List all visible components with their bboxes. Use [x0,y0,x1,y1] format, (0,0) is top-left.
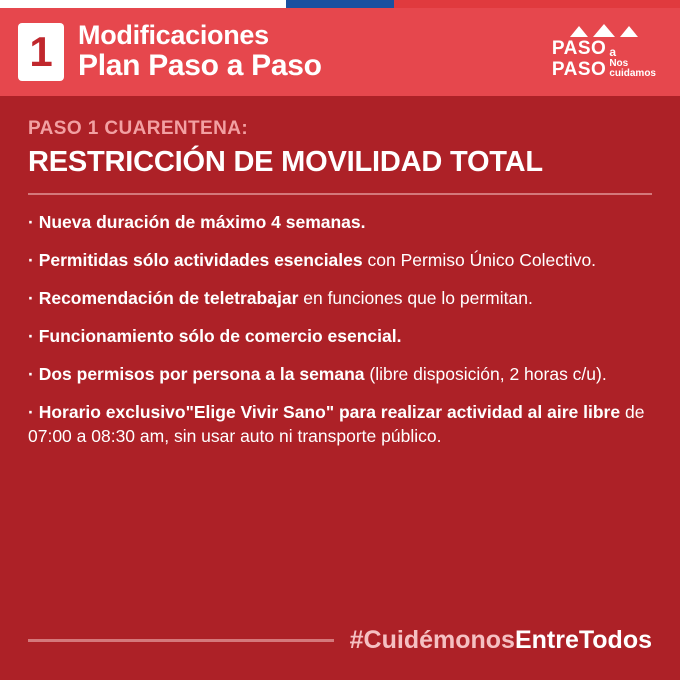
bullet-marker: · [28,326,34,347]
logo-word-1-suffix: a [609,45,616,60]
list-item [28,249,652,272]
logo-tagline-line1: Nos [609,57,629,69]
list-item-normal-text: con Permiso Único Colectivo. [362,250,597,271]
bullet-marker: · [28,212,34,232]
header-titles [78,22,322,81]
section-kicker: PASO 1 CUARENTENA: [28,118,249,139]
list-item [28,325,652,348]
top-color-bar [0,0,680,8]
list-item [28,401,652,447]
list-item-bold-text: Dos permisos por persona a la semana [38,364,365,385]
logo-text [552,40,656,80]
section-headline: RESTRICCIÓN DE MOVILIDAD TOTAL [28,146,543,178]
list-item [28,211,652,234]
list-item [28,287,652,310]
logo-word-2: PASO [551,59,607,81]
logo-word-1: PASO [551,38,607,60]
hashtag-prefix: #Cuidémonos [349,625,515,654]
campaign-hashtag [350,626,652,655]
top-bar-red-segment [394,0,680,8]
chevron-up-icon [570,26,588,37]
bullet-marker: · [28,364,34,385]
chevron-up-icon [593,24,615,37]
bullet-marker: · [28,288,34,309]
header-title-line1: Modificaciones [78,20,269,51]
list-item-bold-text: Recomendación de teletrabajar [38,288,299,309]
footer [0,608,680,680]
footer-divider [28,639,334,642]
header-title-line2: Plan Paso a Paso [78,48,322,82]
step-number-badge: 1 [18,23,64,81]
top-bar-white-segment [0,0,286,8]
list-item-normal-text: (libre disposición, 2 horas c/u). [364,364,607,385]
list-item-normal-text: de 07:00 a 08:30 am, sin usar auto ni transporte público. [28,402,645,446]
bullet-list [28,211,652,448]
hashtag-highlight: EntreTodos [514,625,652,654]
paso-a-paso-logo [552,24,664,80]
list-item-bold-text: Funcionamiento sólo de comercio esencial. [38,326,402,347]
bullet-marker: · [28,250,34,271]
logo-tagline-line2: cuidamos [609,68,656,80]
list-item-normal-text: en funciones que lo permitan. [298,288,533,309]
divider [28,193,652,195]
list-item-bold-text: Horario exclusivo"Elige Vivir Sano" para realizar actividad al aire libre [38,402,621,423]
bullet-marker: · [28,402,34,423]
list-item-bold-text: Nueva duración de máximo 4 semanas. [38,212,366,232]
logo-row-1 [552,40,656,59]
chevron-up-icon [620,26,638,37]
list-item-bold-text: Permitidas sólo actividades esenciales [38,250,363,271]
main-content [0,96,680,608]
list-item [28,363,652,386]
logo-chevrons [570,24,638,37]
logo-row-2 [552,59,656,80]
logo-tagline [609,59,656,80]
header [0,8,680,96]
top-bar-blue-segment [286,0,395,8]
